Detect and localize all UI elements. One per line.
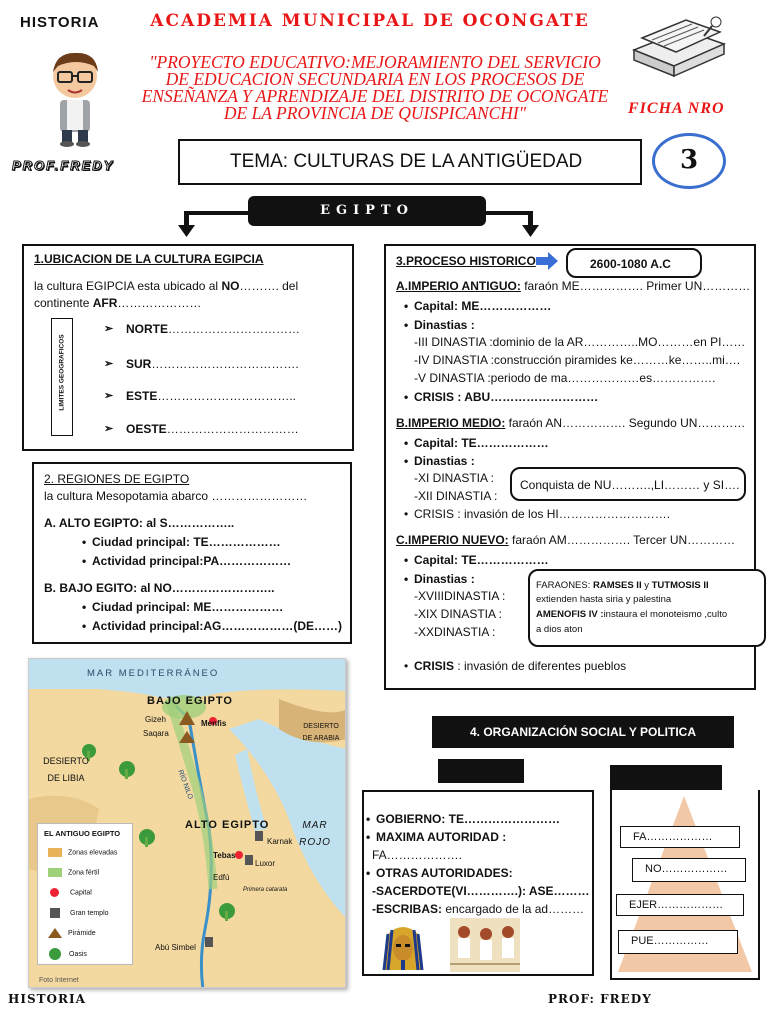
teacher-label: PROF.FREDY bbox=[12, 158, 115, 173]
org-maxima: • MAXIMA AUTORIDAD : bbox=[376, 830, 506, 844]
medio-d1: -XI DINASTIA : bbox=[414, 471, 495, 485]
limit-sur: ➢ SUR………………………………. bbox=[126, 357, 299, 371]
social-pyramid bbox=[610, 790, 760, 980]
org-escribas: -ESCRIBAS: encargado de la ad……… bbox=[372, 902, 585, 916]
section-organizacion bbox=[362, 790, 594, 976]
faraones-line1: FARAONES: RAMSES II y TUTMOSIS II bbox=[536, 580, 709, 591]
map-legend bbox=[37, 823, 133, 965]
topic-bar: EGIPTO bbox=[248, 196, 486, 226]
faraones-line2: extienden hasta siria y palestina bbox=[536, 594, 672, 605]
legend-piramide: Pirámide bbox=[48, 928, 96, 938]
section2-title: 2. REGIONES DE EGIPTO bbox=[44, 472, 190, 486]
arrow-right-icon bbox=[536, 252, 558, 270]
nuevo-d3: -XXDINASTIA : bbox=[414, 625, 496, 639]
footer-left: HISTORIA bbox=[8, 992, 86, 1006]
map-desierto-libia: DESIERTO DE LIBIA bbox=[43, 756, 89, 783]
nuevo-d1: -XVIIIDINASTIA : bbox=[414, 589, 506, 603]
alto-ciudad: • Ciudad principal: TE……………… bbox=[92, 535, 281, 549]
medio-crisis: • CRISIS : invasión de los HI………………………. bbox=[414, 507, 670, 521]
medio-dinastias: • Dinastias : bbox=[414, 454, 475, 468]
conquista-box bbox=[510, 467, 746, 501]
bajo-ciudad: • Ciudad principal: ME……………… bbox=[92, 600, 283, 614]
map-edfu: Edfú bbox=[213, 873, 230, 882]
ficha-number: 3 bbox=[652, 133, 726, 189]
limits-side-box bbox=[51, 318, 73, 436]
academy-title: ACADEMIA MUNICIPAL DE OCONGATE bbox=[150, 11, 590, 31]
arrow-down-left-icon bbox=[178, 211, 198, 239]
nuevo-crisis: • CRISIS : invasión de diferentes pueblos bbox=[414, 659, 626, 673]
medio-d2: -XII DINASTIA : bbox=[414, 489, 498, 503]
legend-title: EL ANTIGUO EGIPTO bbox=[44, 829, 121, 838]
org-fa: FA………………. bbox=[372, 848, 463, 862]
map-sea-label: MAR MEDITERRÁNEO bbox=[87, 668, 220, 679]
antiguo-crisis: • CRISIS : ABU……………………… bbox=[414, 390, 598, 404]
section2-intro: la cultura Mesopotamia abarco …………………… bbox=[44, 489, 308, 503]
books-icon bbox=[624, 10, 734, 84]
map-bajo-label: BAJO EGIPTO bbox=[147, 695, 233, 707]
map-gizeh: Gizeh bbox=[145, 715, 166, 724]
org-otras: • OTRAS AUTORIDADES: bbox=[376, 866, 513, 880]
nuevo-d2: -XIX DINASTIA : bbox=[414, 607, 503, 621]
section1-title: 1.UBICACION DE LA CULTURA EGIPCIA bbox=[34, 252, 264, 266]
pharaoh-mask-icon bbox=[378, 920, 428, 972]
section4-right-tab bbox=[610, 765, 722, 791]
map-desierto-arabia: DESIERTO DE ARABIA bbox=[302, 723, 340, 742]
egypt-map bbox=[28, 658, 346, 988]
project-title: "PROYECTO EDUCATIVO:MEJORAMIENTO DEL SERVICIO DE EDUCACION SECUNDARIA EN LOS PROCESOS DE ENSEÑANZA Y APRENDIZAJE DEL DISTRITO DE OCONGATE DE LA PROVINCIA DE QUISPICANCHI" bbox=[141, 52, 609, 123]
antiguo-d3: -V DINASTIA :periodo de ma………………es……………. bbox=[414, 371, 716, 385]
alto-egipto-title: A. ALTO EGIPTO: al S…………….. bbox=[44, 516, 235, 530]
faraones-box bbox=[528, 569, 766, 647]
map-credit: Foto Internet bbox=[39, 977, 79, 984]
nuevo-dinastias: • Dinastias : bbox=[414, 572, 475, 586]
limit-oeste: ➢ OESTE…………………………… bbox=[126, 422, 299, 436]
section3-title: 3.PROCESO HISTORICO bbox=[396, 254, 536, 268]
imperio-medio-heading: B.IMPERIO MEDIO: faraón AN……………. Segundo UN………… bbox=[396, 416, 746, 430]
section1-line2: continente AFR………………… bbox=[34, 296, 202, 310]
legend-oasis: Oasis bbox=[48, 948, 87, 960]
map-tebas: Tebas bbox=[213, 851, 236, 860]
org-gobierno: • GOBIERNO: TE…………………… bbox=[376, 812, 560, 826]
date-text: 2600-1080 A.C bbox=[590, 257, 671, 271]
date-box bbox=[566, 248, 702, 278]
section-ubicacion bbox=[22, 244, 354, 451]
section-regiones bbox=[32, 462, 352, 644]
scribes-icon bbox=[450, 918, 520, 972]
limit-este: ➢ ESTE…………………………….. bbox=[126, 389, 296, 403]
medio-capital: • Capital: TE……………… bbox=[414, 436, 549, 450]
antiguo-d2: -IV DINASTIA :construcción piramides ke………ke……..mi…. bbox=[414, 353, 741, 367]
ficha-label: FICHA NRO bbox=[628, 100, 725, 117]
antiguo-d1: -III DINASTIA :dominio de la AR…………..MO………en PI…… bbox=[414, 335, 746, 349]
map-rio-nilo: RÍO NILO bbox=[176, 769, 194, 801]
legend-gran-templo: Gran templo bbox=[48, 908, 109, 918]
section4-title-bar bbox=[432, 716, 734, 748]
section-proceso bbox=[384, 244, 756, 690]
pyramid-level-4: PUE…………… bbox=[618, 930, 738, 954]
bajo-actividad: • Actividad principal:AG………………(DE……) bbox=[92, 619, 342, 633]
legend-capital: Capital bbox=[48, 888, 92, 897]
tema-box: TEMA: CULTURAS DE LA ANTIGÜEDAD bbox=[178, 139, 642, 185]
subject-label: HISTORIA bbox=[20, 14, 100, 31]
alto-actividad: • Actividad principal:PA……………… bbox=[92, 554, 291, 568]
imperio-antiguo-heading: A.IMPERIO ANTIGUO: faraón ME……………. Primer UN………… bbox=[396, 279, 751, 293]
map-luxor: Luxor bbox=[255, 859, 276, 868]
map-mar-rojo: MAR ROJO bbox=[299, 820, 331, 848]
limit-norte: ➢ NORTE…………………………… bbox=[126, 322, 300, 336]
faraones-line3: AMENOFIS IV :instaura el monoteismo ,culto bbox=[536, 609, 728, 620]
org-sacerdote: -SACERDOTE(VI………….): ASE……… bbox=[372, 884, 590, 898]
nuevo-capital: • Capital: TE……………… bbox=[414, 553, 549, 567]
antiguo-dinastias: • Dinastias : bbox=[414, 318, 475, 332]
student-cartoon bbox=[36, 48, 114, 148]
imperio-nuevo-heading: C.IMPERIO NUEVO: faraón AM……………. Tercer UN………… bbox=[396, 533, 736, 547]
limits-side-label: LIMITES GEOGRAFICOS bbox=[58, 334, 66, 411]
bajo-egipto-title: B. BAJO EGITO: al NO…………………….. bbox=[44, 581, 275, 595]
map-karnak: Karnak bbox=[267, 837, 293, 846]
footer-right: PROF: FREDY bbox=[548, 992, 652, 1006]
section4-title: 4. ORGANIZACIÓN SOCIAL Y POLITICA bbox=[469, 725, 697, 739]
map-catarata: Primera catarata bbox=[243, 887, 288, 893]
section4-left-tab bbox=[438, 759, 524, 783]
map-alto-label: ALTO EGIPTO bbox=[185, 819, 270, 831]
legend-zonas-elevadas: Zonas elevadas bbox=[48, 848, 117, 857]
arrow-down-right-icon bbox=[521, 211, 541, 239]
antiguo-capital: • Capital: ME……………… bbox=[414, 299, 551, 313]
pyramid-level-3: EJER……………… bbox=[616, 894, 744, 916]
section1-line1: la cultura EGIPCIA esta ubicado al NO………. del bbox=[34, 279, 299, 293]
faraones-line4: a dios aton bbox=[536, 624, 583, 635]
conquista-text: Conquista de NU……….,LI……… y SI…. bbox=[520, 478, 740, 492]
map-saqara: Saqara bbox=[143, 729, 169, 738]
map-abu-simbel: Abú Simbel bbox=[155, 943, 196, 952]
legend-zona-fertil: Zona fértil bbox=[48, 868, 99, 877]
map-menfis: Menfis bbox=[201, 719, 227, 728]
pyramid-level-2: NO……………… bbox=[632, 858, 746, 882]
pyramid-level-1: FA……………… bbox=[620, 826, 740, 848]
